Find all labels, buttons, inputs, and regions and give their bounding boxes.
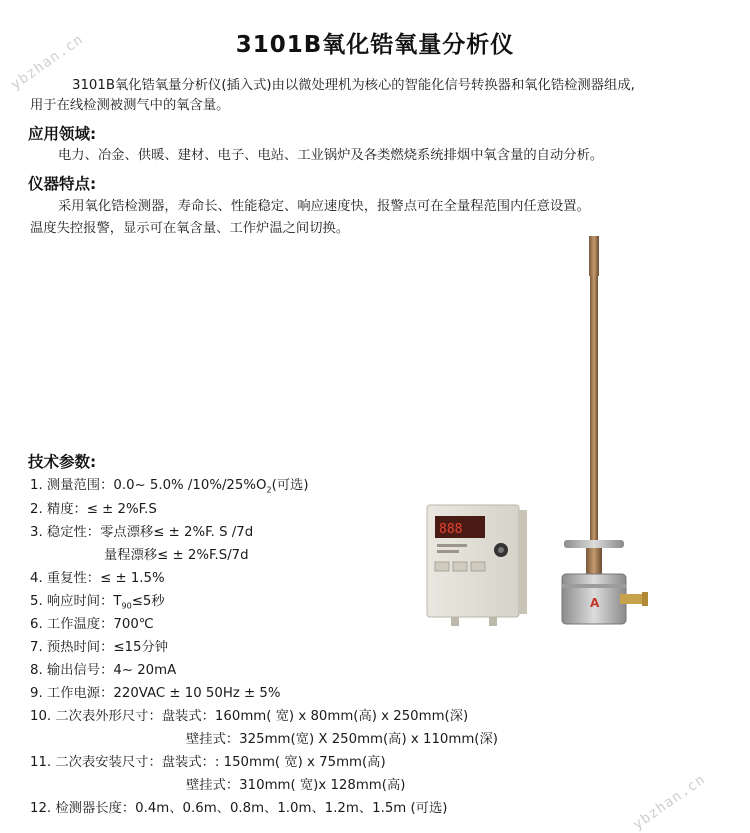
spec-stability-span: 量程漂移≤ ± 2%F.S/7d [104,548,249,563]
spec-meter-dimensions-wall: 壁挂式：325mm(宽) X 250mm(高) x 110mm(深) [186,732,498,747]
analyzer-meter-photo [425,500,530,630]
spec-measuring-range: 1. 测量范围：0.0~ 5.0% $/10\%/25\%O_2$(可选) [30,478,309,495]
spec-working-temperature: 6. 工作温度：700℃ [30,617,154,632]
spec-preheat-time: 7. 预热时间：≤15分钟 [30,640,169,655]
watermark-bottom-right: ybzhan.cn [630,771,709,833]
features-line-2: 温度失控报警，显示可在氧含量、工作炉温之间切换。 [30,221,350,236]
svg-text:A: A [590,596,600,610]
features-line-1: 采用氧化锆检测器，寿命长、性能稳定、响应速度快，报警点可在全量程范围内任意设置。 [58,199,590,214]
spec-power-supply: 9. 工作电源：220VAC ± 10 50Hz ± 5% [30,686,281,701]
features-heading: 仪器特点: [28,175,97,193]
spec-accuracy: 2. 精度：≤ ± 2%F.S [30,502,157,517]
application-text: 电力、冶金、供暖、建材、电子、电站、工业锅炉及各类燃烧系统排烟中氧含量的自动分析。 [58,148,604,163]
svg-text:888: 888 [439,522,463,537]
zirconia-probe-photo [550,232,660,632]
watermark-top-left: ybzhan.cn [8,31,87,94]
spec-meter-dimensions-panel: 10. 二次表外形尺寸：盘装式：160mm( 宽) x 80mm(高) x 250mm(深) [30,709,469,724]
spec-detector-length: 12. 检测器长度：0.4m、0.6m、0.8m、1.0m、1.2m、1.5m (可选) [30,801,448,816]
spec-response-time: 5. 响应时间：$T_{90}\le 5$秒 [30,594,165,611]
specs-heading: 技术参数: [28,453,97,471]
page-title: 3101B氧化锆氧量分析仪 [235,32,515,58]
spec-output-signal: 8. 输出信号：4~ 20mA [30,663,177,678]
intro-line-1: 3101B氧化锆氧量分析仪(插入式)由以微处理机为核心的智能化信号转换器和氧化锆检测器组成, [72,78,635,93]
spec-mounting-dimensions-wall: 壁挂式：310mm( 宽)x 128mm(高) [186,778,406,793]
application-heading: 应用领域: [28,125,97,143]
spec-repeatability: 4. 重复性：≤ ± 1.5% [30,571,165,586]
spec-mounting-dimensions-panel: 11. 二次表安装尺寸：盘装式：: 150mm( 宽) x 75mm(高) [30,755,386,770]
intro-line-2: 用于在线检测被测气中的氧含量。 [30,98,230,113]
spec-stability-zero: 3. 稳定性：零点漂移≤ ± 2%F. S /7d [30,525,254,540]
